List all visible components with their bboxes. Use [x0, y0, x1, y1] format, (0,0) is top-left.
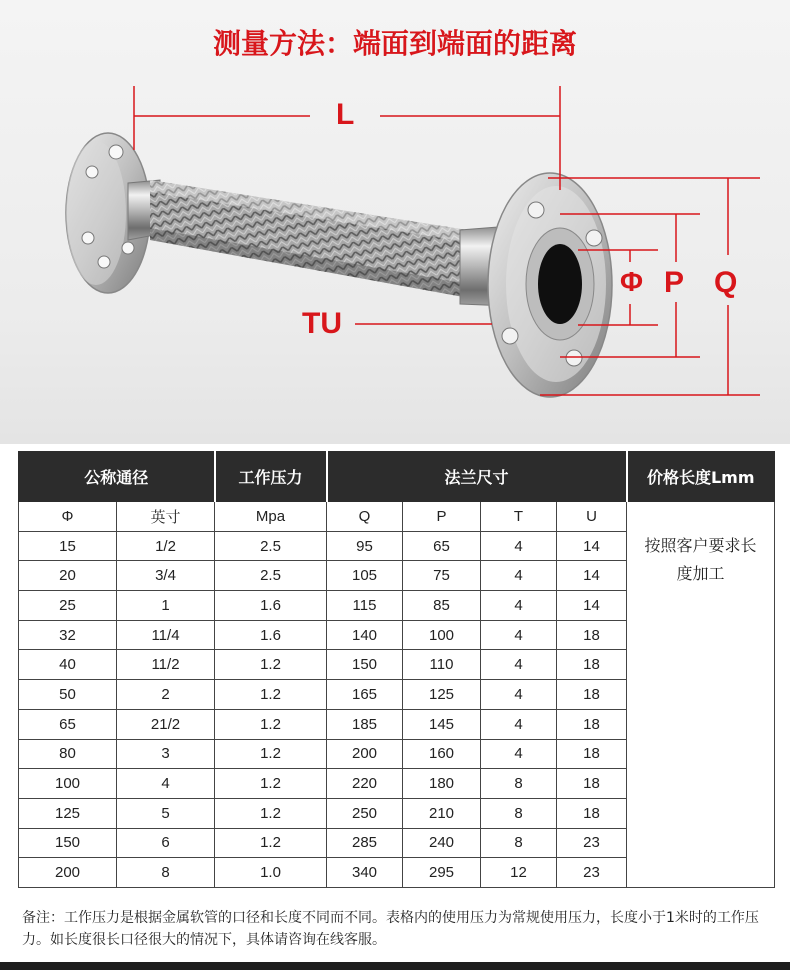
table-cell: 18 — [557, 709, 627, 739]
subheader-q: Q — [327, 502, 403, 532]
table-cell: 8 — [481, 828, 557, 858]
table-cell: 4 — [481, 680, 557, 710]
table-cell: 6 — [117, 828, 215, 858]
table-cell: 115 — [327, 591, 403, 621]
table-cell: 18 — [557, 650, 627, 680]
table-cell: 210 — [403, 798, 481, 828]
table-cell: 14 — [557, 591, 627, 621]
table-cell: 1/2 — [117, 531, 215, 561]
table-cell: 2.5 — [215, 531, 327, 561]
table-cell: 1.2 — [215, 739, 327, 769]
table-cell: 1.2 — [215, 709, 327, 739]
table-cell: 4 — [481, 739, 557, 769]
table-cell: 32 — [19, 620, 117, 650]
table-cell: 40 — [19, 650, 117, 680]
table-cell: 125 — [403, 680, 481, 710]
table-cell: 11/4 — [117, 620, 215, 650]
table-cell: 1.2 — [215, 769, 327, 799]
table-cell: 20 — [19, 561, 117, 591]
custom-length-note — [627, 502, 775, 888]
table-cell: 295 — [403, 858, 481, 888]
table-cell: 2 — [117, 680, 215, 710]
table-cell: 125 — [19, 798, 117, 828]
table-cell: 50 — [19, 680, 117, 710]
table-cell: 180 — [403, 769, 481, 799]
header-flange-size: 法兰尺寸 — [327, 452, 627, 502]
table-cell: 8 — [481, 798, 557, 828]
table-cell: 4 — [481, 620, 557, 650]
table-cell: 18 — [557, 680, 627, 710]
table-cell: 18 — [557, 769, 627, 799]
subheader-phi: Φ — [19, 502, 117, 532]
subheader-p: P — [403, 502, 481, 532]
custom-length-note-text: 按照客户要求长度加工 — [644, 536, 757, 583]
outer-diameter-label-Q: Q — [714, 266, 738, 299]
table-cell: 1.2 — [215, 798, 327, 828]
table-cell: 75 — [403, 561, 481, 591]
table-cell: 95 — [327, 531, 403, 561]
table-cell: 3 — [117, 739, 215, 769]
table-cell: 3/4 — [117, 561, 215, 591]
subheader-t: T — [481, 502, 557, 532]
table-cell: 80 — [19, 739, 117, 769]
footnote: 备注：工作压力是根据金属软管的口径和长度不同而不同。表格内的使用压力为常规使用压力，长度小于1米时的工作压力。如长度很长口径很大的情况下，具体请咨询在线客服。 — [22, 910, 759, 948]
subheader-mpa: Mpa — [215, 502, 327, 532]
right-flange — [488, 173, 612, 397]
table-cell: 145 — [403, 709, 481, 739]
bolt-circle-label-P: P — [664, 266, 685, 299]
table-cell: 23 — [557, 828, 627, 858]
table-cell: 1.2 — [215, 828, 327, 858]
product-photo — [0, 0, 790, 444]
table-cell: 1.2 — [215, 680, 327, 710]
table-cell: 165 — [327, 680, 403, 710]
table-cell: 4 — [481, 591, 557, 621]
table-cell: 4 — [481, 650, 557, 680]
table-cell: 18 — [557, 798, 627, 828]
table-cell: 12 — [481, 858, 557, 888]
table-cell: 200 — [19, 858, 117, 888]
page-title: 测量方法：端面到端面的距离 — [212, 27, 577, 60]
metal-hose-illustration — [0, 0, 790, 444]
table-cell: 185 — [327, 709, 403, 739]
table-cell: 250 — [327, 798, 403, 828]
table-cell: 340 — [327, 858, 403, 888]
table-cell: 65 — [403, 531, 481, 561]
table-cell: 25 — [19, 591, 117, 621]
table-cell: 1.2 — [215, 650, 327, 680]
table-cell: 1.0 — [215, 858, 327, 888]
table-cell: 4 — [481, 709, 557, 739]
header-price-length: 价格长度Lmm — [627, 452, 775, 502]
table-cell: 15 — [19, 531, 117, 561]
table-cell: 220 — [327, 769, 403, 799]
table-cell: 5 — [117, 798, 215, 828]
table-cell: 8 — [481, 769, 557, 799]
table-header-row — [19, 452, 775, 502]
table-cell: 200 — [327, 739, 403, 769]
table-cell: 285 — [327, 828, 403, 858]
table-cell: 11/2 — [117, 650, 215, 680]
table-cell: 100 — [403, 620, 481, 650]
table-cell: 65 — [19, 709, 117, 739]
table-cell: 18 — [557, 620, 627, 650]
table-cell: 160 — [403, 739, 481, 769]
table-cell: 150 — [327, 650, 403, 680]
table-cell: 105 — [327, 561, 403, 591]
table-cell: 110 — [403, 650, 481, 680]
table-cell: 85 — [403, 591, 481, 621]
table-cell: 14 — [557, 531, 627, 561]
subheader-inch: 英寸 — [117, 502, 215, 532]
table-cell: 2.5 — [215, 561, 327, 591]
table-cell: 23 — [557, 858, 627, 888]
table-cell: 14 — [557, 561, 627, 591]
table-cell: 150 — [19, 828, 117, 858]
specification-table — [18, 451, 775, 888]
header-nominal-diameter: 公称通径 — [19, 452, 215, 502]
table-cell: 1.6 — [215, 591, 327, 621]
table-cell: 4 — [117, 769, 215, 799]
braided-hose — [150, 180, 480, 300]
table-cell: 4 — [481, 561, 557, 591]
table-cell: 18 — [557, 739, 627, 769]
thickness-label-TU: TU — [302, 307, 342, 340]
table-cell: 140 — [327, 620, 403, 650]
table-cell: 1.6 — [215, 620, 327, 650]
table-cell: 4 — [481, 531, 557, 561]
table-subheader-row — [19, 502, 775, 532]
table-cell: 21/2 — [117, 709, 215, 739]
length-label-L: L — [336, 98, 355, 131]
subheader-u: U — [557, 502, 627, 532]
table-cell: 1 — [117, 591, 215, 621]
table-cell: 240 — [403, 828, 481, 858]
table-cell: 8 — [117, 858, 215, 888]
table-cell: 100 — [19, 769, 117, 799]
header-working-pressure: 工作压力 — [215, 452, 327, 502]
bottom-bar — [0, 962, 790, 970]
diameter-label-phi: Φ — [620, 266, 643, 297]
